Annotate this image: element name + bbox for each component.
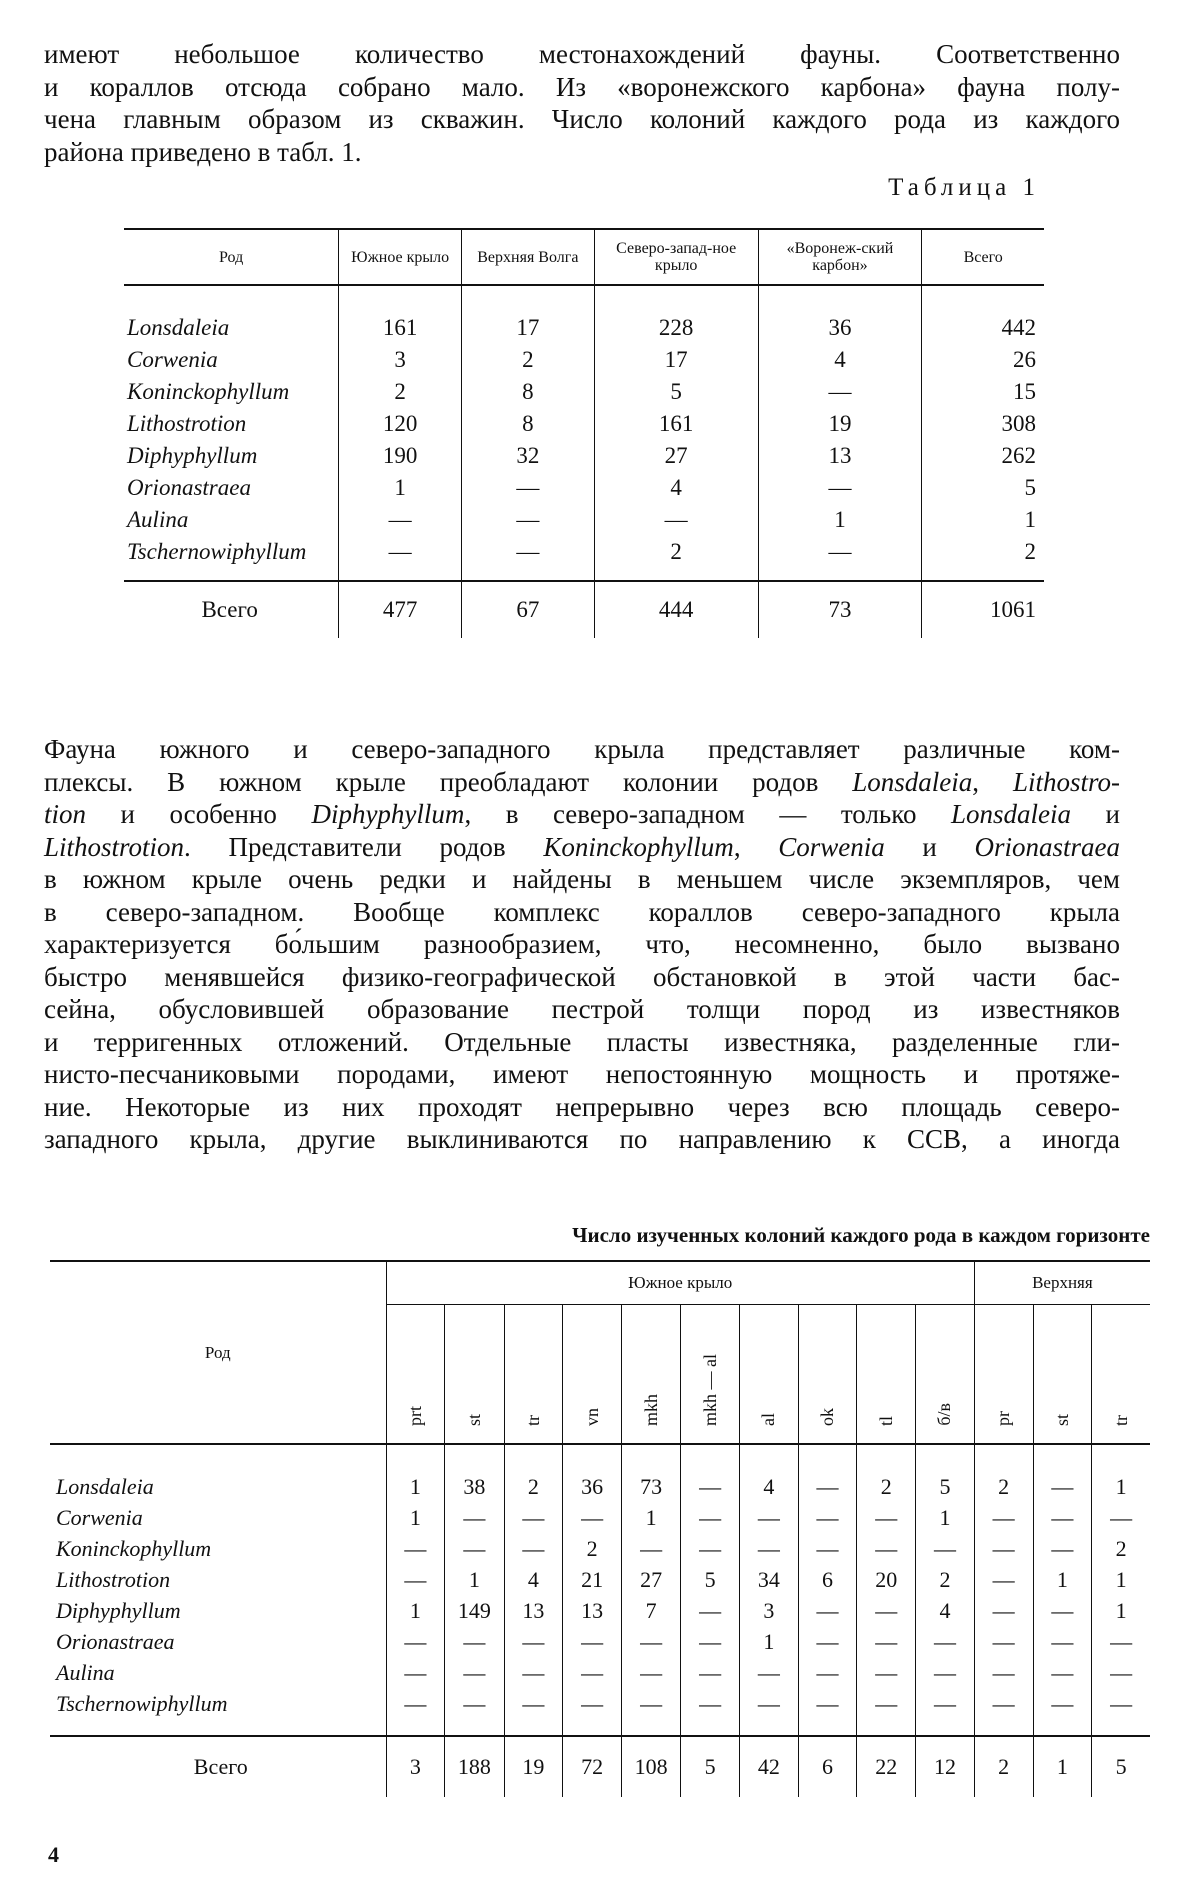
horizon-label: st (463, 1413, 484, 1426)
value-cell: — (386, 1533, 445, 1564)
genus-cell: Orionastraea (56, 1629, 175, 1654)
value-cell: — (1033, 1657, 1092, 1688)
value-cell: — (386, 1688, 445, 1719)
horizon-label: mkh (640, 1393, 661, 1426)
total-cell: 6 (798, 1736, 857, 1797)
value-cell: — (798, 1533, 857, 1564)
value-cell: — (461, 536, 594, 568)
value-cell: — (916, 1657, 975, 1688)
table-row (124, 440, 1044, 472)
value-cell: — (739, 1533, 798, 1564)
rod-header: Род (50, 1261, 386, 1444)
horizon-header (974, 1305, 1033, 1445)
value-cell: 36 (758, 312, 922, 344)
total-cell: 3 (386, 1736, 445, 1797)
horizon-header (563, 1305, 622, 1445)
genus-cell: Koninckophyllum (56, 1536, 212, 1561)
value-cell: — (798, 1688, 857, 1719)
total-label: Всего (50, 1736, 386, 1797)
value-cell: 17 (461, 312, 594, 344)
value-cell: 1 (1092, 1564, 1150, 1595)
value-cell: 2 (461, 344, 594, 376)
value-cell: — (1033, 1626, 1092, 1657)
value-cell: — (461, 472, 594, 504)
table-row (50, 1626, 1150, 1657)
table-row (124, 504, 1044, 536)
value-cell: 38 (445, 1471, 504, 1502)
value-cell: — (1033, 1688, 1092, 1719)
value-cell: 2 (594, 536, 758, 568)
value-cell: — (798, 1657, 857, 1688)
table1-body (124, 285, 1044, 638)
value-cell: 120 (339, 408, 462, 440)
value-cell: 27 (594, 440, 758, 472)
genus-cell: Diphyphyllum (127, 443, 258, 468)
table-row (124, 344, 1044, 376)
value-cell: — (461, 504, 594, 536)
text-line: имеют небольшое количество местонахождений фауны. Соответственно (44, 39, 1120, 69)
horizon-label: tl (875, 1415, 896, 1426)
header-cell: Северо-запад-ное крыло (594, 229, 758, 285)
table-row (124, 536, 1044, 568)
value-cell: — (339, 536, 462, 568)
table-row (124, 408, 1044, 440)
value-cell: — (1092, 1657, 1150, 1688)
page-number: 4 (48, 1842, 59, 1867)
total-cell: 42 (739, 1736, 798, 1797)
value-cell: 161 (339, 312, 462, 344)
total-cell: 188 (445, 1736, 504, 1797)
horizon-label: al (758, 1413, 779, 1426)
value-cell: — (857, 1533, 916, 1564)
text-line: Фауна южного и северо-западного крыла представляет различные ком- (44, 734, 1120, 764)
table-row (124, 472, 1044, 504)
value-cell: — (974, 1502, 1033, 1533)
value-cell: 1 (916, 1502, 975, 1533)
horizon-header (445, 1305, 504, 1445)
value-cell: — (621, 1688, 680, 1719)
value-cell: 2 (974, 1471, 1033, 1502)
value-cell: 2 (1092, 1533, 1150, 1564)
value-cell: 3 (739, 1595, 798, 1626)
value-cell: 8 (461, 376, 594, 408)
value-cell: 26 (922, 344, 1044, 376)
total-cell: 22 (857, 1736, 916, 1797)
value-cell: 13 (563, 1595, 622, 1626)
horizon-header (916, 1305, 975, 1445)
value-cell: — (621, 1657, 680, 1688)
value-cell: 442 (922, 312, 1044, 344)
genus-cell: Lithostrotion (56, 1567, 171, 1592)
horizon-label: st (1051, 1413, 1072, 1426)
value-cell: — (445, 1626, 504, 1657)
value-cell: — (681, 1626, 740, 1657)
value-cell: — (974, 1564, 1033, 1595)
value-cell: — (857, 1688, 916, 1719)
value-cell: 308 (922, 408, 1044, 440)
value-cell: — (386, 1657, 445, 1688)
value-cell: — (974, 1533, 1033, 1564)
value-cell: 2 (922, 536, 1044, 568)
header-cell: Всего (922, 229, 1044, 285)
value-cell: 5 (594, 376, 758, 408)
value-cell: — (594, 504, 758, 536)
total-cell: 5 (1092, 1736, 1150, 1797)
table-row (50, 1502, 1150, 1533)
value-cell: 1 (922, 504, 1044, 536)
value-cell: 2 (916, 1564, 975, 1595)
value-cell: — (504, 1657, 563, 1688)
value-cell: 5 (681, 1564, 740, 1595)
value-cell: — (758, 472, 922, 504)
value-cell: 20 (857, 1564, 916, 1595)
group-south-header: Южное крыло (386, 1261, 974, 1305)
value-cell: — (445, 1502, 504, 1533)
table-row (50, 1471, 1150, 1502)
value-cell: — (504, 1502, 563, 1533)
genus-cell: Orionastraea (127, 475, 251, 500)
value-cell: 262 (922, 440, 1044, 472)
genus-cell: Lonsdaleia (127, 315, 230, 340)
value-cell: — (681, 1471, 740, 1502)
genus-cell: Aulina (56, 1660, 115, 1685)
value-cell: 32 (461, 440, 594, 472)
value-cell: — (739, 1657, 798, 1688)
value-cell: — (681, 1502, 740, 1533)
value-cell: — (1092, 1502, 1150, 1533)
value-cell: 1 (386, 1502, 445, 1533)
table-row (50, 1688, 1150, 1719)
value-cell: — (974, 1626, 1033, 1657)
value-cell: 36 (563, 1471, 622, 1502)
total-cell: 72 (563, 1736, 622, 1797)
value-cell: 190 (339, 440, 462, 472)
horizon-label: tr (1110, 1415, 1131, 1426)
value-cell: 4 (758, 344, 922, 376)
value-cell: 34 (739, 1564, 798, 1595)
horizon-header (739, 1305, 798, 1445)
total-label: Всего (124, 581, 339, 638)
table2-group-row (50, 1261, 1150, 1305)
value-cell: — (445, 1533, 504, 1564)
text-line: нисто-песчаниковыми породами, имеют непостоянную мощность и протяже- (44, 1059, 1120, 1089)
value-cell: 2 (857, 1471, 916, 1502)
total-cell: 73 (758, 581, 922, 638)
text-line: ние. Некоторые из них проходят непрерывно через всю площадь северо- (44, 1091, 1120, 1122)
total-cell: 12 (916, 1736, 975, 1797)
value-cell: 1 (386, 1471, 445, 1502)
total-cell: 444 (594, 581, 758, 638)
header-cell: «Воронеж-ский карбон» (758, 229, 922, 285)
value-cell: — (798, 1626, 857, 1657)
value-cell: 4 (594, 472, 758, 504)
text-line: и кораллов отсюда собрано мало. Из «воронежского карбона» фауна полу- (44, 71, 1120, 102)
table-total-row (50, 1736, 1150, 1797)
value-cell: — (339, 504, 462, 536)
genus-cell: Tschernowiphyllum (56, 1691, 228, 1716)
text-line: в южном крыле очень редки и найдены в меньшем числе экземпляров, чем (44, 864, 1120, 894)
value-cell: 1 (386, 1595, 445, 1626)
genus-cell: Aulina (127, 507, 189, 532)
text-line: tion и особенно Diphyphyllum, в северо-западном — только Lonsdaleia и (44, 799, 1121, 829)
value-cell: — (974, 1595, 1033, 1626)
table2 (50, 1260, 1150, 1797)
value-cell: — (563, 1688, 622, 1719)
value-cell: — (739, 1688, 798, 1719)
value-cell: — (386, 1564, 445, 1595)
total-cell: 19 (504, 1736, 563, 1797)
table-row (124, 376, 1044, 408)
value-cell: — (445, 1657, 504, 1688)
value-cell: 1 (1033, 1564, 1092, 1595)
horizon-header (681, 1305, 740, 1445)
value-cell: — (504, 1688, 563, 1719)
value-cell: — (974, 1688, 1033, 1719)
value-cell: 1 (621, 1502, 680, 1533)
table2-body (50, 1444, 1150, 1797)
horizon-header (798, 1305, 857, 1445)
value-cell: — (386, 1626, 445, 1657)
text-line: чена главным образом из скважин. Число колоний каждого рода из каждого (44, 104, 1120, 134)
horizon-label: tr (522, 1415, 543, 1426)
value-cell: 15 (922, 376, 1044, 408)
table1-caption: Таблица 1 (888, 174, 1040, 201)
genus-cell: Corwenia (127, 347, 218, 372)
value-cell: — (916, 1626, 975, 1657)
header-cell: Южное крыло (339, 229, 462, 285)
value-cell: 1 (758, 504, 922, 536)
horizon-label: б/в (934, 1403, 955, 1426)
value-cell: — (798, 1471, 857, 1502)
table1 (124, 228, 1044, 638)
value-cell: — (758, 536, 922, 568)
paragraph-fauna (44, 733, 1120, 1156)
total-cell: 1 (1033, 1736, 1092, 1797)
text-line: характеризуется бо́льшим разнообразием, что, несомненно, было вызвано (44, 929, 1120, 959)
value-cell: 2 (339, 376, 462, 408)
value-cell: — (857, 1595, 916, 1626)
horizon-label: mkh — al (699, 1354, 720, 1426)
value-cell: 149 (445, 1595, 504, 1626)
value-cell: 4 (916, 1595, 975, 1626)
value-cell: 161 (594, 408, 758, 440)
value-cell: — (1033, 1471, 1092, 1502)
text-line: и терригенных отложений. Отдельные пласты известняка, разделенные гли- (44, 1026, 1120, 1057)
text-line: в северо-западном. Вообще комплекс кораллов северо-западного крыла (44, 896, 1120, 927)
value-cell: 17 (594, 344, 758, 376)
paragraph-intro (44, 38, 1120, 168)
group-volga-header: Верхняя (974, 1261, 1150, 1305)
value-cell: 3 (339, 344, 462, 376)
horizon-header (857, 1305, 916, 1445)
value-cell: 4 (739, 1471, 798, 1502)
value-cell: — (1092, 1688, 1150, 1719)
value-cell: — (1033, 1502, 1092, 1533)
value-cell: 228 (594, 312, 758, 344)
value-cell: 1 (739, 1626, 798, 1657)
value-cell: 1 (1092, 1471, 1150, 1502)
total-cell: 2 (974, 1736, 1033, 1797)
value-cell: — (857, 1657, 916, 1688)
table-row (50, 1657, 1150, 1688)
total-cell: 108 (621, 1736, 680, 1797)
value-cell: — (916, 1688, 975, 1719)
text-line: западного крыла, другие выклиниваются по направлению к ССВ, а иногда (44, 1124, 1120, 1154)
value-cell: — (504, 1626, 563, 1657)
horizon-label: prt (404, 1406, 425, 1426)
value-cell: — (1033, 1533, 1092, 1564)
value-cell: — (681, 1688, 740, 1719)
genus-cell: Corwenia (56, 1505, 143, 1530)
value-cell: 5 (916, 1471, 975, 1502)
value-cell: — (857, 1502, 916, 1533)
value-cell: — (563, 1502, 622, 1533)
value-cell: — (681, 1657, 740, 1688)
table-total-row (124, 581, 1044, 638)
value-cell: — (681, 1595, 740, 1626)
value-cell: 1 (445, 1564, 504, 1595)
header-cell: Верхняя Волга (461, 229, 594, 285)
value-cell: — (916, 1533, 975, 1564)
text-line: плексы. В южном крыле преобладают колонии родов Lonsdaleia, Lithostro- (44, 766, 1120, 797)
value-cell: — (798, 1502, 857, 1533)
horizon-header (1033, 1305, 1092, 1445)
text-line: сейна, обусловившей образование пестрой толщи пород из известняков (44, 994, 1120, 1024)
horizon-header (504, 1305, 563, 1445)
value-cell: 13 (758, 440, 922, 472)
header-cell: Род (124, 229, 339, 285)
table2-caption: Число изученных колоний каждого рода в каждом горизонте (572, 1223, 1150, 1247)
value-cell: 21 (563, 1564, 622, 1595)
genus-cell: Lithostrotion (127, 411, 247, 436)
horizon-header (621, 1305, 680, 1445)
value-cell: — (798, 1595, 857, 1626)
value-cell: 7 (621, 1595, 680, 1626)
value-cell: — (621, 1626, 680, 1657)
value-cell: 6 (798, 1564, 857, 1595)
table-row (50, 1533, 1150, 1564)
value-cell: — (681, 1533, 740, 1564)
genus-cell: Tschernowiphyllum (127, 539, 307, 564)
value-cell: 1 (1092, 1595, 1150, 1626)
horizon-label: vn (581, 1408, 602, 1426)
value-cell: 13 (504, 1595, 563, 1626)
value-cell: 4 (504, 1564, 563, 1595)
value-cell: — (857, 1626, 916, 1657)
value-cell: — (758, 376, 922, 408)
genus-cell: Lonsdaleia (56, 1474, 154, 1499)
genus-cell: Diphyphyllum (56, 1598, 181, 1623)
text-line: Lithostrotion. Представители родов Koninckophyllum, Corwenia и Orionastraea (44, 831, 1121, 862)
value-cell: 27 (621, 1564, 680, 1595)
value-cell: — (504, 1533, 563, 1564)
horizon-label: ok (817, 1408, 838, 1426)
value-cell: — (621, 1533, 680, 1564)
value-cell: — (974, 1657, 1033, 1688)
total-cell: 477 (339, 581, 462, 638)
table-row (50, 1564, 1150, 1595)
table-row (124, 312, 1044, 344)
genus-cell: Koninckophyllum (127, 379, 290, 404)
value-cell: — (1092, 1626, 1150, 1657)
value-cell: — (563, 1657, 622, 1688)
value-cell: — (1033, 1595, 1092, 1626)
table-row (50, 1595, 1150, 1626)
value-cell: 19 (758, 408, 922, 440)
horizon-header (386, 1305, 445, 1445)
value-cell: — (563, 1626, 622, 1657)
value-cell: 2 (504, 1471, 563, 1502)
value-cell: 1 (339, 472, 462, 504)
value-cell: 5 (922, 472, 1044, 504)
table1-header-row (124, 229, 1044, 285)
value-cell: 2 (563, 1533, 622, 1564)
value-cell: — (445, 1688, 504, 1719)
horizon-header (1092, 1305, 1150, 1445)
total-cell: 67 (461, 581, 594, 638)
total-cell: 5 (681, 1736, 740, 1797)
text-line: района приведено в табл. 1. (44, 136, 362, 167)
text-line: быстро менявшейся физико-географической обстановкой в этой части бас- (44, 961, 1120, 992)
value-cell: 8 (461, 408, 594, 440)
value-cell: — (739, 1502, 798, 1533)
value-cell: 73 (621, 1471, 680, 1502)
total-cell: 1061 (922, 581, 1044, 638)
horizon-label: pr (993, 1411, 1014, 1426)
